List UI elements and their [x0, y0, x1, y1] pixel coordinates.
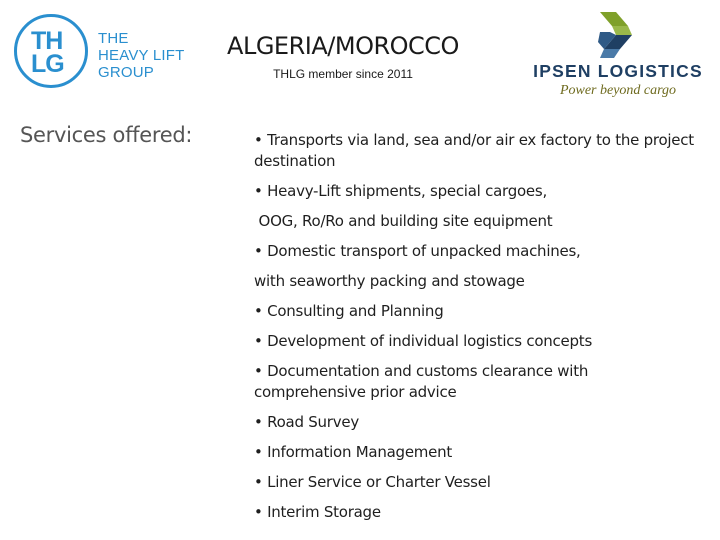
thlg-logo: [14, 14, 204, 92]
thlg-monogram-top: TH: [31, 27, 63, 55]
service-item-documentation: • Documentation and customs clearance with comprehensive prior advice: [254, 362, 589, 401]
ipsen-chevron-icon: [596, 12, 636, 58]
service-item-information: • Information Management: [254, 443, 453, 461]
service-item-transports: • Transports via land, sea and/or air ex factory to the project destination: [254, 131, 694, 170]
ipsen-wordmark: IPSEN LOGISTICS: [533, 61, 703, 81]
service-item-liner: • Liner Service or Charter Vessel: [254, 473, 491, 491]
service-item-road-survey: • Road Survey: [254, 413, 359, 431]
thlg-circle-mark: [14, 14, 88, 88]
services-list: [254, 130, 704, 523]
ipsen-tagline: Power beyond cargo: [559, 83, 677, 98]
thlg-monogram-bottom: LG: [31, 50, 64, 78]
thlg-word-3: GROUP: [98, 64, 155, 81]
thlg-word-2: HEAVY LIFT: [98, 47, 185, 64]
service-item-heavy-lift: • Heavy-Lift shipments, special cargoes,: [254, 182, 547, 200]
thlg-word-1: THE: [98, 30, 129, 47]
service-item-development: • Development of individual logistics concepts: [254, 332, 593, 350]
page-subtitle: THLG member since 2011: [273, 67, 413, 81]
service-item-interim-storage: • Interim Storage: [254, 503, 381, 521]
ipsen-logo: [528, 12, 708, 102]
service-item-seaworthy: with seaworthy packing and stowage: [254, 272, 525, 290]
thlg-wordmark: [98, 30, 184, 81]
page-title: ALGERIA/MOROCCO: [227, 32, 459, 60]
service-item-consulting: • Consulting and Planning: [254, 302, 444, 320]
services-heading: Services offered:: [20, 123, 193, 147]
service-item-oog: OOG, Ro/Ro and building site equipment: [254, 212, 553, 230]
service-item-domestic: • Domestic transport of unpacked machines,: [254, 242, 581, 260]
